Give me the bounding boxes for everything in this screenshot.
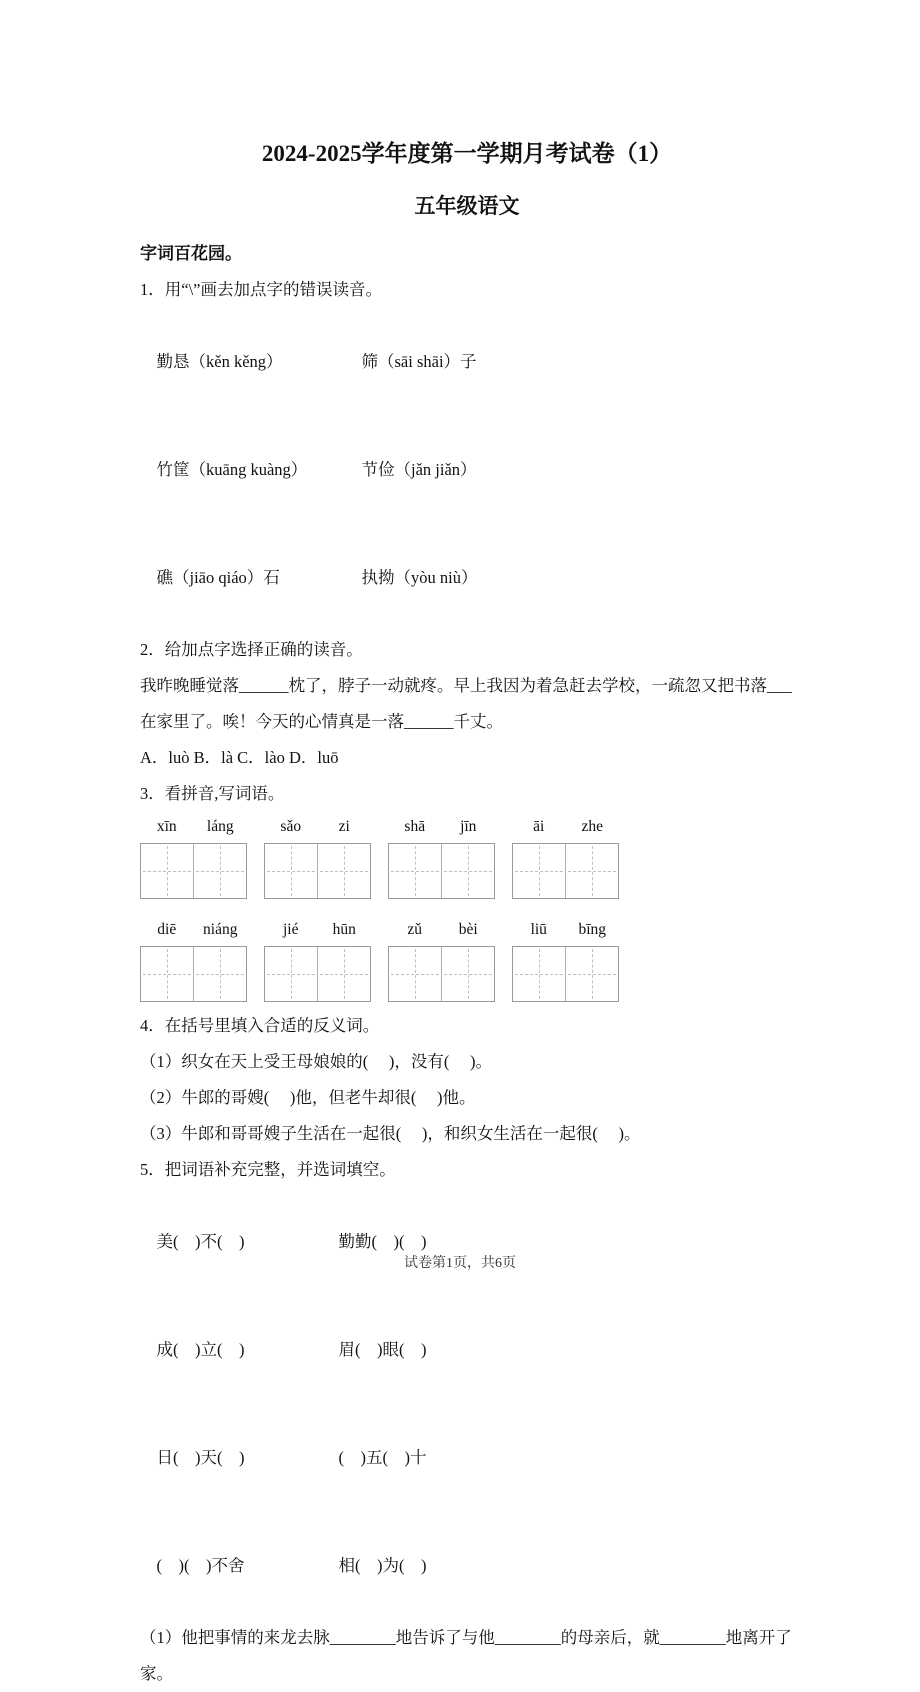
q1-row-2-left: 竹筐（kuāng kuàng） bbox=[156, 460, 308, 479]
word-block-dieniang bbox=[140, 919, 247, 1002]
q5-row-1-right: 勤勤( )( ) bbox=[338, 1232, 427, 1251]
pinyin-labels bbox=[264, 816, 371, 838]
word-block-shajin bbox=[388, 816, 495, 899]
q5-fill-sentence: （1）他把事情的来龙去脉________地告诉了与他________的母亲后，就________地离开了 bbox=[140, 1628, 792, 1647]
q1-row-1-left: 勤恳（kěn kěng） bbox=[156, 352, 283, 371]
page-subtitle: 五年级语文 bbox=[414, 194, 520, 218]
word-block-xinlang bbox=[140, 816, 247, 899]
pinyin-labels bbox=[140, 919, 247, 941]
writing-cell bbox=[389, 844, 441, 898]
q4-item-3: （3）牛郎和哥哥嫂子生活在一起很( )，和织女生活在一起很( )。 bbox=[140, 1124, 641, 1143]
q5-row-2-right: 眉( )眼( ) bbox=[338, 1340, 427, 1359]
q4-stem: 4．在括号里填入合适的反义词。 bbox=[140, 1016, 380, 1035]
writing-cell bbox=[193, 844, 246, 898]
writing-cell bbox=[193, 947, 246, 1001]
q5-stem: 5．把词语补充完整，并选词填空。 bbox=[140, 1160, 396, 1179]
word-block-saozi bbox=[264, 816, 371, 899]
pinyin-labels bbox=[388, 816, 495, 838]
writing-cell bbox=[317, 947, 370, 1001]
q2-passage-line-2: 在家里了。唉！今天的心情真是一落______千丈。 bbox=[140, 712, 503, 731]
writing-cell bbox=[565, 844, 618, 898]
pinyin-labels bbox=[512, 919, 619, 941]
q5-row-4-right: 相( )为( ) bbox=[338, 1556, 427, 1575]
grid-row-1 bbox=[140, 816, 794, 899]
q2-options: A．luò B．là C．lào D．luō bbox=[140, 748, 339, 767]
word-block-liubing bbox=[512, 919, 619, 1002]
pinyin-label: bèi bbox=[458, 921, 478, 938]
pinyin-label: jīn bbox=[460, 818, 477, 835]
q5-row-1-left: 美( )不( ) bbox=[156, 1232, 245, 1251]
pinyin-label: hūn bbox=[332, 921, 356, 938]
q1-stem: 1．用“\”画去加点字的错误读音。 bbox=[140, 280, 382, 299]
writing-cell bbox=[513, 844, 565, 898]
pinyin-label: zǔ bbox=[407, 921, 423, 938]
q1-row-1 bbox=[140, 308, 794, 416]
pinyin-label: zhe bbox=[581, 818, 603, 835]
q1-row-3-left: 礁（jiāo qiáo）石 bbox=[156, 568, 280, 587]
writing-cell bbox=[565, 947, 618, 1001]
writing-cell bbox=[141, 947, 193, 1001]
section-heading: 字词百花园。 bbox=[140, 244, 242, 263]
word-block-aizhe bbox=[512, 816, 619, 899]
pinyin-label: jié bbox=[283, 921, 299, 938]
pinyin-label: shā bbox=[404, 818, 426, 835]
q5-row-3-right: ( )五( )十 bbox=[338, 1448, 427, 1467]
q1-row-1-right: 筛（sāi shāi）子 bbox=[361, 352, 477, 371]
pinyin-label: niáng bbox=[203, 921, 238, 938]
grid-row-2 bbox=[140, 919, 794, 1002]
q1-row-2-right: 节俭（jǎn jiǎn） bbox=[361, 460, 477, 479]
writing-cell bbox=[441, 844, 494, 898]
writing-box bbox=[388, 946, 495, 1002]
q5-row-3-left: 日( )天( ) bbox=[156, 1448, 245, 1467]
pinyin-label: láng bbox=[206, 818, 234, 835]
q5-row-4-left: ( )( )不舍 bbox=[156, 1556, 245, 1575]
q5-word-row-2 bbox=[140, 1296, 794, 1404]
page-title: 2024-2025学年度第一学期月考试卷（1） bbox=[261, 141, 673, 166]
pinyin-label: zi bbox=[338, 818, 350, 835]
q2-passage-line-1: 我昨晚睡觉落______枕了，脖子一动就疼。早上我因为着急赶去学校，一疏忽又把书落___ bbox=[140, 676, 792, 695]
writing-cell bbox=[441, 947, 494, 1001]
pinyin-label: xīn bbox=[156, 818, 177, 835]
q5-row-2-left: 成( )立( ) bbox=[156, 1340, 245, 1359]
q1-row-2 bbox=[140, 416, 794, 524]
pinyin-labels bbox=[512, 816, 619, 838]
q5-word-row-3 bbox=[140, 1404, 794, 1512]
writing-box bbox=[140, 843, 247, 899]
q5-word-row-4 bbox=[140, 1512, 794, 1620]
pinyin-label: liū bbox=[530, 921, 547, 938]
writing-cell bbox=[513, 947, 565, 1001]
writing-box bbox=[264, 843, 371, 899]
writing-box bbox=[388, 843, 495, 899]
writing-cell bbox=[265, 844, 317, 898]
pinyin-labels bbox=[264, 919, 371, 941]
q1-row-3 bbox=[140, 524, 794, 632]
writing-box bbox=[512, 946, 619, 1002]
writing-box bbox=[512, 843, 619, 899]
pinyin-writing-grids bbox=[140, 816, 794, 1002]
q1-row-3-right: 执拗（yòu niù） bbox=[361, 568, 478, 587]
q5-fill-sentence-cont: 家。 bbox=[140, 1664, 173, 1683]
word-block-zubei bbox=[388, 919, 495, 1002]
q4-item-2: （2）牛郎的哥嫂( )他，但老牛却很( )他。 bbox=[140, 1088, 476, 1107]
writing-cell bbox=[389, 947, 441, 1001]
pinyin-label: āi bbox=[533, 818, 545, 835]
q5-word-row-1 bbox=[140, 1188, 794, 1296]
writing-box bbox=[140, 946, 247, 1002]
pinyin-label: diē bbox=[157, 921, 177, 938]
writing-cell bbox=[265, 947, 317, 1001]
q4-item-1: （1）织女在天上受王母娘娘的( )，没有( )。 bbox=[140, 1052, 492, 1071]
writing-cell bbox=[317, 844, 370, 898]
q3-stem: 3．看拼音,写词语。 bbox=[140, 784, 285, 803]
pinyin-labels bbox=[140, 816, 247, 838]
pinyin-label: bīng bbox=[578, 921, 607, 938]
pinyin-label: sǎo bbox=[280, 818, 302, 835]
writing-box bbox=[264, 946, 371, 1002]
q2-stem: 2．给加点字选择正确的读音。 bbox=[140, 640, 363, 659]
word-block-jiehun bbox=[264, 919, 371, 1002]
page-footer: 试卷第1页，共6页 bbox=[404, 1256, 516, 1271]
writing-cell bbox=[141, 844, 193, 898]
pinyin-labels bbox=[388, 919, 495, 941]
